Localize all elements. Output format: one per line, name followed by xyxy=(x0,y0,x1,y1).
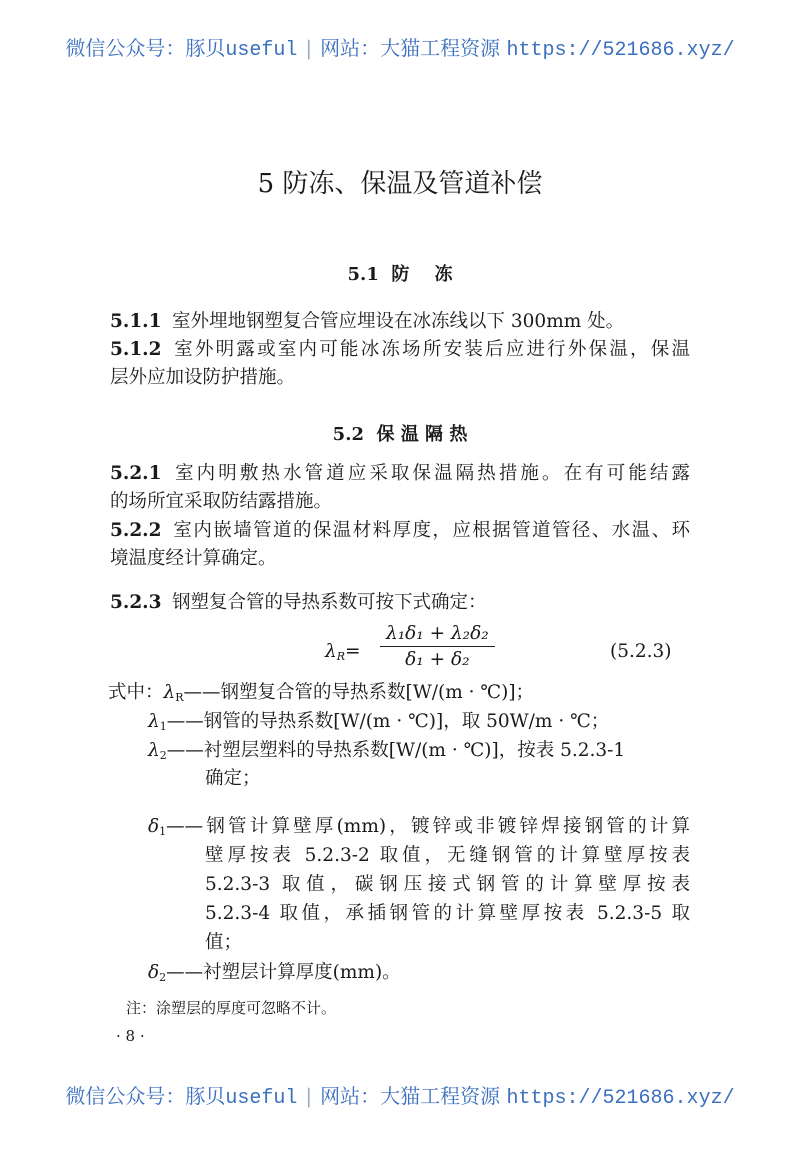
clause-5-2-2-cont: 境温度经计算确定。 xyxy=(110,548,277,569)
watermark-footer: 微信公众号：豚贝useful | 网站：大猫工程资源 https://521686.xyz/ xyxy=(65,1084,735,1110)
where-def-delta-1-cont: 壁厚按表 5.2.3-2 取值，无缝钢管的计算壁厚按表 xyxy=(205,845,690,866)
watermark-header: 微信公众号：豚贝useful | 网站：大猫工程资源 https://521686.xyz/ xyxy=(65,36,735,62)
chapter-title: 5 防冻、保温及管道补偿 xyxy=(257,169,543,199)
clause-5-2-1: 5.2.1 室内明敷热水管道应采取保温隔热措施。在有可能结露 xyxy=(110,463,690,484)
note: 注：涂塑层的厚度可忽略不计。 xyxy=(126,999,337,1017)
where-def-delta-1-cont: 5.2.3-3 取值，碳钢压接式钢管的计算壁厚按表 xyxy=(205,874,690,895)
clause-5-2-1-cont: 的场所宜采取防结露措施。 xyxy=(110,491,333,512)
where-def-lambda-r: 式中：$\lambda_R——$钢塑复合管的导热系数[W/(m · ℃)]； xyxy=(108,682,535,704)
clause-5-1-2-cont: 层外应加设防护措施。 xyxy=(110,367,296,388)
formula-fraction xyxy=(380,623,495,670)
clause-5-1-1: 5.1.1 室外埋地钢塑复合管应埋设在冰冻线以下 300mm 处。 xyxy=(110,311,625,332)
clause-5-2-2: 5.2.2 室内嵌墙管道的保温材料厚度，应根据管道管径、水温、环 xyxy=(110,520,690,541)
where-def-lambda-2-cont: 确定； xyxy=(205,768,261,789)
clause-5-2-3: 5.2.3 钢塑复合管的导热系数可按下式确定： xyxy=(110,592,487,613)
clause-5-1-2: 5.1.2 室外明露或室内可能冰冻场所安装后应进行外保温，保温 xyxy=(110,339,690,360)
formula-numerator: λ₁δ₁ + λ₂δ₂ xyxy=(380,623,495,647)
formula-label: (5.2.3) xyxy=(610,641,672,662)
formula-denominator: δ₁ + δ₂ xyxy=(405,649,470,670)
where-def-delta-1-cont: 值； xyxy=(205,932,243,953)
section-5-2-title: 5.2 保 温 隔 热 xyxy=(332,424,468,445)
formula-lhs: $\lambda_R=$ xyxy=(325,641,361,663)
where-def-lambda-1: $\lambda_1——$钢管的导热系数[W/(m · ℃)]，取 50W/m · ℃； xyxy=(148,711,610,733)
page-number: · 8 · xyxy=(116,1027,145,1045)
section-5-1-title: 5.1 防 冻 xyxy=(347,264,453,285)
where-def-delta-2: $\delta_2——$衬塑层计算厚度(mm)。 xyxy=(148,962,401,984)
where-def-delta-1-cont: 5.2.3-4 取值，承插钢管的计算壁厚按表 5.2.3-5 取 xyxy=(205,903,690,924)
where-def-delta-1: $\delta_1——$钢管计算壁厚(mm)，镀锌或非镀锌焊接钢管的计算 xyxy=(148,816,690,838)
where-def-lambda-2: $\lambda_2——$衬塑层塑料的导热系数[W/(m · ℃)]，按表 5.2.3-1 xyxy=(148,740,626,762)
